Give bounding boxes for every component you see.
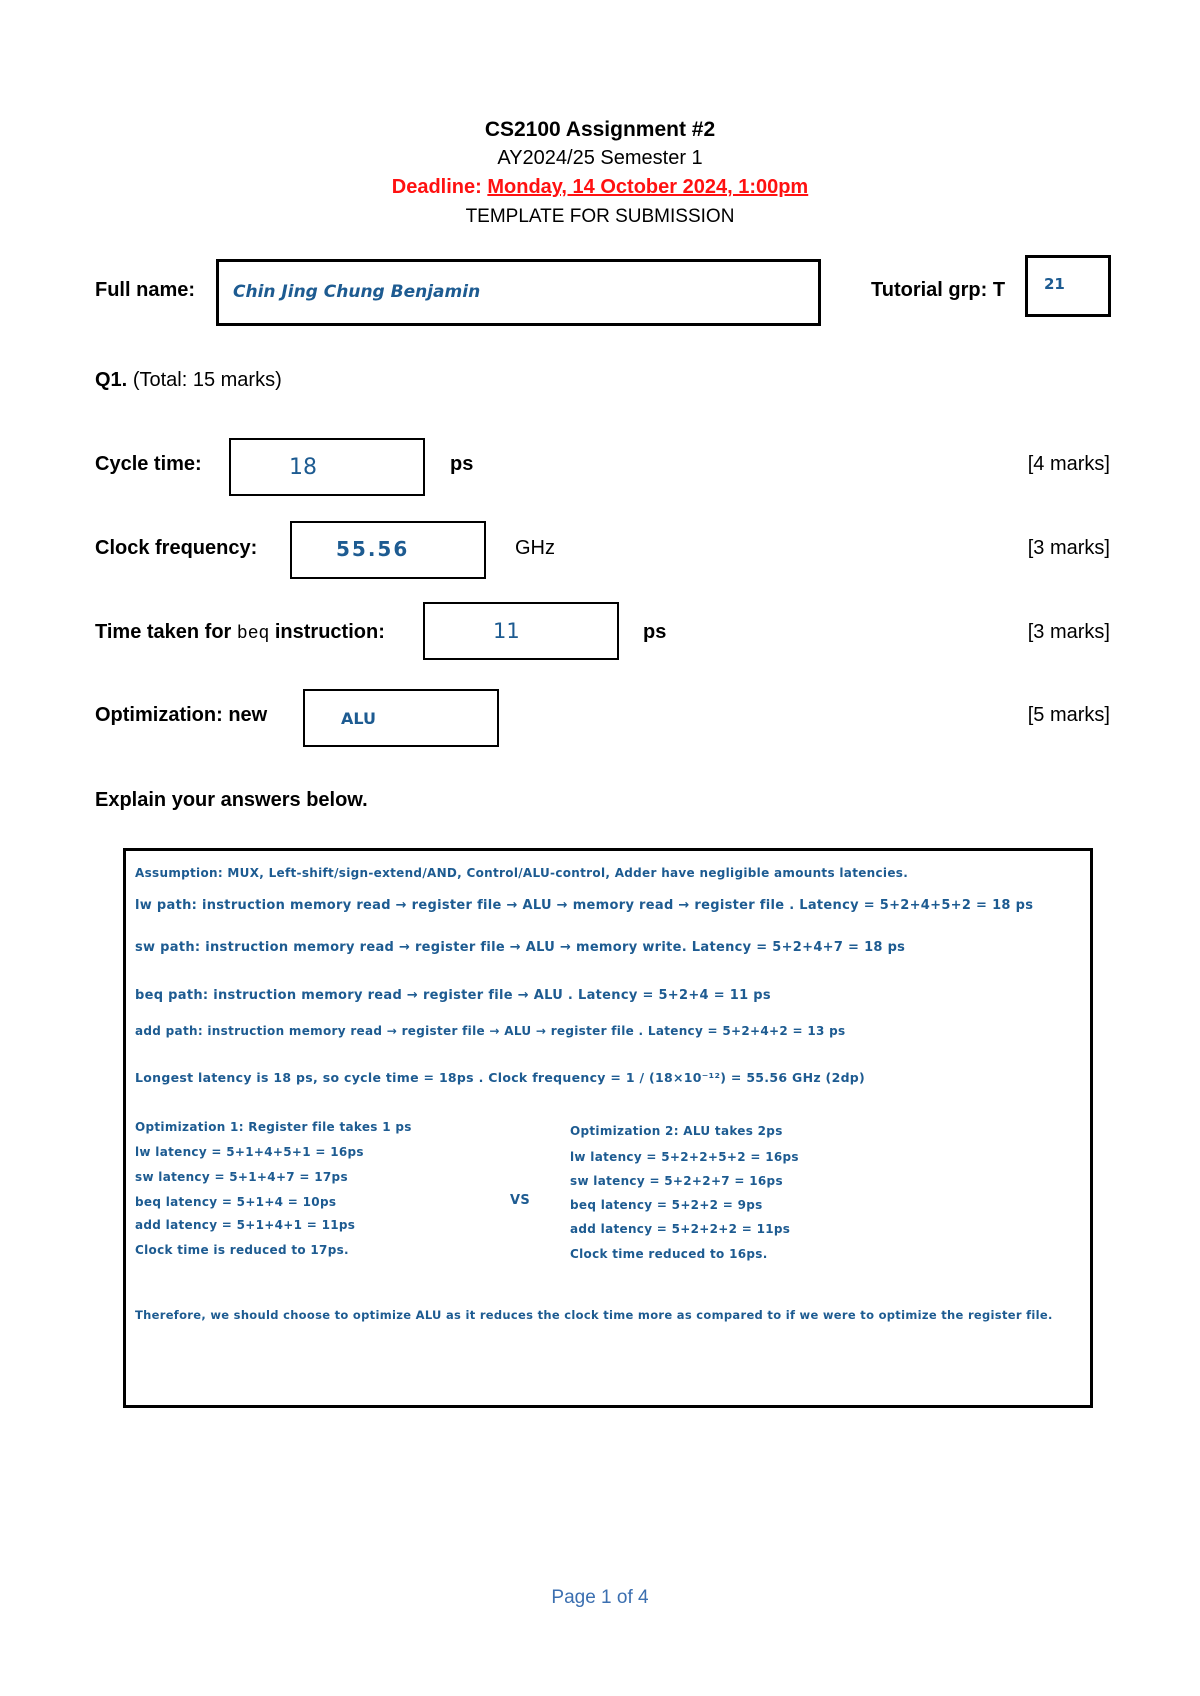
q1-total: (Total: 15 marks)	[132, 369, 282, 391]
q1-heading	[95, 369, 282, 392]
explanation-add-path: add path: instruction memory read → register file → ALU → register file . Latency = 5+2+4+2 = 13 ps	[135, 1024, 846, 1038]
opt2-line-5: add latency = 5+2+2+2 = 11ps	[570, 1222, 791, 1236]
beq-time-label	[95, 621, 385, 644]
explanation-longest: Longest latency is 18 ps, so cycle time = 18ps . Clock frequency = 1 / (18×10⁻¹²) = 55.56 GHz (2dp)	[135, 1070, 866, 1085]
explanation-lw-path: lw path: instruction memory read → register file → ALU → memory read → register file . Latency = 5+2+4+5+2 = 18 ps	[135, 898, 1034, 913]
optimization-field[interactable]	[303, 689, 499, 747]
opt2-line-2: lw latency = 5+2+2+5+2 = 16ps	[570, 1150, 799, 1164]
opt1-line-3: sw latency = 5+1+4+7 = 17ps	[135, 1170, 348, 1184]
cycle-time-field[interactable]	[229, 438, 425, 496]
opt1-line-2: lw latency = 5+1+4+5+1 = 16ps	[135, 1145, 364, 1159]
tutorial-group-label: Tutorial grp: T	[871, 279, 1006, 301]
opt2-line-4: beq latency = 5+2+2 = 9ps	[570, 1198, 763, 1212]
beq-time-marks: [3 marks]	[1027, 621, 1110, 643]
full-name-label: Full name:	[95, 279, 196, 301]
opt2-line-1: Optimization 2: ALU takes 2ps	[570, 1124, 783, 1138]
clock-frequency-label: Clock frequency:	[95, 537, 258, 559]
optimization-label: Optimization: new	[95, 704, 268, 726]
beq-time-field[interactable]	[423, 602, 619, 660]
cycle-time-unit: ps	[450, 453, 474, 475]
opt1-line-6: Clock time is reduced to 17ps.	[135, 1243, 349, 1257]
beq-label-pre: Time taken for	[95, 621, 237, 643]
beq-code: beq	[236, 624, 270, 644]
clock-frequency-marks: [3 marks]	[1027, 537, 1110, 559]
tutorial-group-value: 21	[1044, 275, 1065, 293]
explain-label: Explain your answers below.	[95, 789, 368, 811]
deadline	[0, 176, 1200, 199]
beq-time-unit: ps	[643, 621, 667, 643]
optimization-value: ALU	[341, 709, 376, 728]
explanation-vs: VS	[510, 1193, 531, 1208]
opt1-line-4: beq latency = 5+1+4 = 10ps	[135, 1195, 337, 1209]
semester-text: AY2024/25 Semester 1	[497, 147, 703, 169]
cycle-time-marks: [4 marks]	[1027, 453, 1110, 475]
opt1-line-5: add latency = 5+1+4+1 = 11ps	[135, 1218, 356, 1232]
opt2-line-3: sw latency = 5+2+2+7 = 16ps	[570, 1174, 783, 1188]
explanation-assumption: Assumption: MUX, Left-shift/sign-extend/AND, Control/ALU-control, Adder have negligible amounts latencies.	[135, 866, 909, 880]
deadline-value: Monday, 14 October 2024, 1:00pm	[487, 176, 809, 198]
tutorial-group-field[interactable]	[1025, 255, 1111, 317]
opt2-line-6: Clock time reduced to 16ps.	[570, 1247, 768, 1261]
explanation-conclusion: Therefore, we should choose to optimize ALU as it reduces the clock time more as compared to if we were to optimize the register file.	[135, 1308, 1053, 1322]
opt1-line-1: Optimization 1: Register file takes 1 ps	[135, 1120, 412, 1134]
optimization-marks: [5 marks]	[1027, 704, 1110, 726]
beq-time-value: 11	[493, 619, 520, 643]
full-name-value: Chin Jing Chung Benjamin	[233, 282, 481, 302]
explanation-sw-path: sw path: instruction memory read → register file → ALU → memory write. Latency = 5+2+4+7 = 18 ps	[135, 940, 906, 955]
page-number: Page 1 of 4	[551, 1587, 649, 1608]
deadline-label: Deadline:	[391, 176, 482, 198]
cycle-time-value: 18	[289, 455, 317, 480]
q1-number: Q1.	[95, 369, 128, 391]
explanation-beq-path: beq path: instruction memory read → register file → ALU . Latency = 5+2+4 = 11 ps	[135, 988, 771, 1003]
page-title: CS2100 Assignment #2	[484, 118, 716, 141]
full-name-field[interactable]	[216, 259, 821, 326]
cycle-time-label: Cycle time:	[95, 453, 202, 475]
clock-frequency-unit: GHz	[515, 537, 555, 559]
template-note: TEMPLATE FOR SUBMISSION	[465, 206, 735, 227]
clock-frequency-field[interactable]	[290, 521, 486, 579]
clock-frequency-value: 55.56	[336, 537, 410, 561]
beq-label-post: instruction:	[269, 621, 385, 643]
